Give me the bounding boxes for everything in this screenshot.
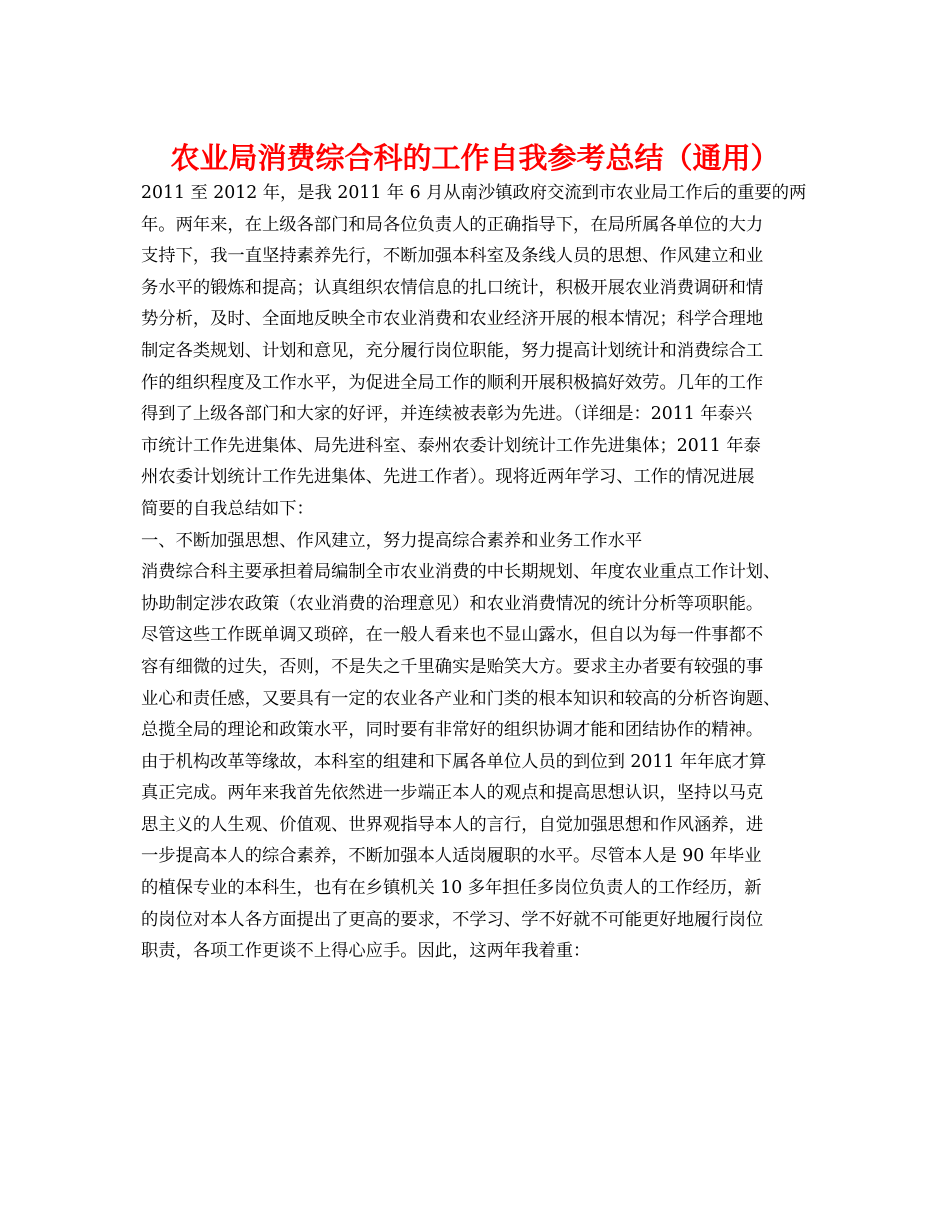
text-line: 支持下，我一直坚持素养先行，不断加强本科室及条线人员的思想、作风建立和业 [141,246,764,267]
text-line: 消费综合科主要承担着局编制全市农业消费的中长期规划、年度农业重点工作计划、 [141,562,781,583]
text-line: 简要的自我总结如下： [141,498,314,519]
text-line: 真正完成。两年来我首先依然进一步端正本人的观点和提高思想认识，坚持以马克 [141,783,764,804]
text-line: 总揽全局的理论和政策水平，同时要有非常好的组织协调才能和团结协作的精神。 [141,720,764,741]
text-line: 由于机构改革等缘故，本科室的组建和下属各单位人员的到位到 2011 年年底才算 [141,751,767,772]
text-line: 务水平的锻炼和提高；认真组织农情信息的扎口统计，积极开展农业消费调研和情 [141,277,764,298]
text-line: 职责，各项工作更谈不上得心应手。因此，这两年我着重： [141,941,591,962]
section-heading: 一、不断加强思想、作风建立，努力提高综合素养和业务工作水平 [141,530,643,551]
text-line: 得到了上级各部门和大家的好评，并连续被表彰为先进。（详细是：2011 年泰兴 [141,404,753,425]
text-line: 州农委计划统计工作先进集体、先进工作者）。现将近两年学习、工作的情况进展 [141,467,755,488]
text-line: 的植保专业的本科生，也有在乡镇机关 10 多年担任多岗位负责人的工作经历，新 [141,878,762,899]
document-title: 农业局消费综合科的工作自我参考总结（通用） [170,141,780,175]
text-line: 市统计工作先进集体、局先进科室、泰州农委计划统计工作先进集体；2011 年泰 [141,435,761,456]
text-line: 制定各类规划、计划和意见，充分履行岗位职能，努力提高计划统计和消费综合工 [141,340,764,361]
text-line: 2011 至 2012 年，是我 2011 年 6 月从南沙镇政府交流到市农业局工作后的重要的两 [141,183,807,203]
text-line: 思主义的人生观、价值观、世界观指导本人的言行，自觉加强思想和作风涵养，进 [141,814,764,835]
text-line: 协助制定涉农政策（农业消费的治理意见）和农业消费情况的统计分析等项职能。 [141,593,764,614]
text-line: 的岗位对本人各方面提出了更高的要求，不学习、学不好就不可能更好地履行岗位 [141,909,764,930]
text-line: 作的组织程度及工作水平，为促进全局工作的顺利开展积极搞好效劳。几年的工作 [141,372,764,393]
text-line: 势分析，及时、全面地反映全市农业消费和农业经济开展的根本情况；科学合理地 [141,309,764,330]
document-body [141,178,831,968]
text-line: 年。两年来，在上级各部门和局各位负责人的正确指导下，在局所属各单位的大力 [141,214,764,235]
text-line: 容有细微的过失，否则，不是失之千里确实是贻笑大方。要求主办者要有较强的事 [141,656,764,677]
text-line: 尽管这些工作既单调又琐碎，在一般人看来也不显山露水，但自以为每一件事都不 [141,625,764,646]
text-line: 一步提高本人的综合素养，不断加强本人适岗履职的水平。尽管本人是 90 年毕业 [141,846,762,867]
text-line: 业心和责任感，又要具有一定的农业各产业和门类的根本知识和较高的分析咨询题、 [141,688,781,709]
